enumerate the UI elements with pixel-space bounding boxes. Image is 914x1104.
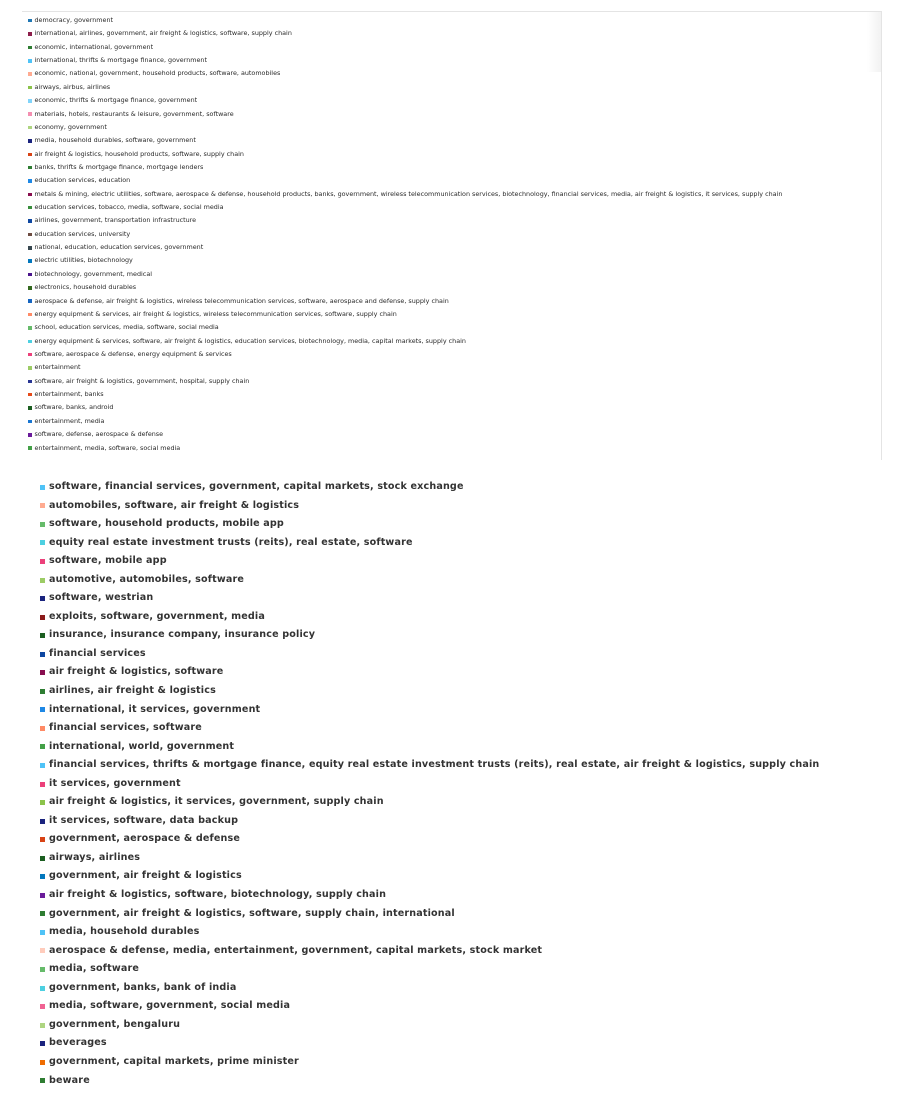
legend-swatch: [40, 559, 45, 564]
legend-label: air freight & logistics, household products, software, supply chain: [34, 149, 244, 158]
legend-label: financial services: [49, 647, 146, 659]
legend-item[interactable]: [28, 27, 782, 40]
legend-item[interactable]: [40, 905, 819, 924]
legend-item[interactable]: [40, 849, 819, 868]
legend-label: government, banks, bank of india: [49, 981, 237, 993]
legend-swatch: [40, 763, 45, 768]
legend-label: government, aerospace & defense: [49, 833, 241, 845]
legend-swatch: [40, 633, 45, 638]
legend-item[interactable]: [40, 960, 819, 979]
legend-item[interactable]: [40, 1072, 819, 1091]
legend-swatch: [28, 72, 32, 76]
legend-swatch: [28, 326, 32, 330]
legend-label: economic, thrifts & mortgage finance, government: [34, 96, 198, 105]
legend-label: metals & mining, electric utilities, software, aerospace & defense, household products, banks, government, wireless telecommunication services, biotechnology, financial services, media, air freight & logistics, it services, supply chain: [34, 189, 783, 198]
legend-label: software, mobile app: [49, 555, 167, 567]
legend-item[interactable]: [28, 415, 782, 428]
legend-swatch: [40, 578, 45, 583]
legend-label: automotive, automobiles, software: [49, 573, 244, 585]
legend-swatch: [40, 837, 45, 842]
legend-item[interactable]: [28, 148, 782, 161]
legend-label: government, air freight & logistics, software, supply chain, international: [49, 907, 455, 919]
legend-swatch: [40, 856, 45, 861]
legend-item[interactable]: [40, 515, 819, 534]
legend-item[interactable]: [40, 942, 819, 961]
legend-swatch: [28, 406, 32, 410]
legend-swatch: [28, 166, 32, 170]
legend-label: materials, hotels, restaurants & leisure, government, software: [34, 109, 234, 118]
legend-label: automobiles, software, air freight & logistics: [49, 499, 300, 511]
legend-label: entertainment, banks: [34, 390, 104, 399]
legend-swatch: [40, 1060, 45, 1065]
legend-item[interactable]: [40, 645, 819, 664]
legend-item[interactable]: [40, 663, 819, 682]
legend-item[interactable]: [28, 134, 782, 147]
legend-label: international, thrifts & mortgage finance, government: [34, 56, 207, 65]
legend-label: banks, thrifts & mortgage finance, mortgage lenders: [34, 162, 204, 171]
legend-swatch: [40, 485, 45, 490]
legend-item[interactable]: [40, 626, 819, 645]
legend-item[interactable]: [40, 867, 819, 886]
legend-label: exploits, software, government, media: [49, 610, 265, 622]
legend-item[interactable]: [40, 682, 819, 701]
legend-swatch: [28, 99, 32, 103]
legend-item[interactable]: [40, 997, 819, 1016]
legend-item[interactable]: [28, 67, 782, 80]
legend-swatch: [40, 707, 45, 712]
legend-swatch: [40, 911, 45, 916]
legend-swatch: [40, 893, 45, 898]
legend-item[interactable]: [28, 54, 782, 67]
legend-label: insurance, insurance company, insurance policy: [49, 629, 316, 641]
legend-swatch: [28, 433, 32, 437]
legend-item[interactable]: [40, 534, 819, 553]
legend-label: software, westrian: [49, 592, 154, 604]
legend-swatch: [40, 596, 45, 601]
legend-label: aerospace & defense, air freight & logistics, wireless telecommunication services, software, aerospace and defense, supply chain: [34, 296, 449, 305]
legend-swatch: [28, 19, 32, 23]
legend-item[interactable]: [28, 375, 782, 388]
legend-label: beware: [49, 1074, 90, 1086]
legend-item[interactable]: [40, 738, 819, 757]
top-legend-list: [28, 14, 782, 455]
legend-label: it services, government: [49, 777, 181, 789]
legend-label: beverages: [49, 1037, 107, 1049]
legend-item[interactable]: [28, 241, 782, 254]
legend-label: equity real estate investment trusts (reits), real estate, software: [49, 536, 413, 548]
legend-label: government, air freight & logistics: [49, 870, 242, 882]
legend-swatch: [40, 744, 45, 749]
legend-swatch: [28, 313, 32, 317]
legend-swatch: [28, 179, 32, 183]
legend-label: education services, tobacco, media, software, social media: [34, 203, 224, 212]
legend-item[interactable]: [40, 775, 819, 794]
legend-item[interactable]: [40, 478, 819, 497]
legend-swatch: [28, 233, 32, 237]
legend-item[interactable]: [28, 14, 782, 27]
legend-swatch: [28, 126, 32, 130]
legend-swatch: [28, 153, 32, 157]
legend-label: software, defense, aerospace & defense: [34, 430, 164, 439]
legend-item[interactable]: [28, 442, 782, 455]
legend-item[interactable]: [28, 228, 782, 241]
legend-label: air freight & logistics, software, biotechnology, supply chain: [49, 889, 387, 901]
legend-label: energy equipment & services, software, air freight & logistics, education services, biotechnology, media, capital markets, supply chain: [34, 336, 466, 345]
legend-item[interactable]: [28, 428, 782, 441]
legend-item[interactable]: [28, 188, 782, 201]
legend-label: international, world, government: [49, 740, 235, 752]
legend-swatch: [28, 112, 32, 116]
legend-swatch: [28, 219, 32, 223]
legend-label: software, banks, android: [34, 403, 114, 412]
legend-item[interactable]: [40, 793, 819, 812]
legend-label: international, airlines, government, air freight & logistics, software, supply chain: [34, 29, 292, 38]
legend-swatch: [28, 32, 32, 36]
legend-swatch: [40, 615, 45, 620]
legend-item[interactable]: [28, 41, 782, 54]
legend-label: biotechnology, government, medical: [34, 269, 153, 278]
legend-item[interactable]: [40, 1034, 819, 1053]
legend-item[interactable]: [40, 923, 819, 942]
legend-item[interactable]: [40, 812, 819, 831]
legend-swatch: [28, 86, 32, 90]
legend-label: it services, software, data backup: [49, 814, 239, 826]
legend-item[interactable]: [28, 268, 782, 281]
legend-label: school, education services, media, software, social media: [34, 323, 219, 332]
legend-item[interactable]: [28, 94, 782, 107]
legend-label: air freight & logistics, it services, government, supply chain: [49, 796, 384, 808]
legend-label: electric utilities, biotechnology: [34, 256, 133, 265]
legend-label: electronics, household durables: [34, 283, 137, 292]
legend-swatch: [28, 206, 32, 210]
legend-label: airways, airlines: [49, 851, 141, 863]
legend-label: financial services, software: [49, 722, 202, 734]
legend-item[interactable]: [28, 321, 782, 334]
legend-item[interactable]: [28, 214, 782, 227]
legend-swatch: [40, 1004, 45, 1009]
legend-label: media, software: [49, 963, 140, 975]
legend-item[interactable]: [28, 161, 782, 174]
legend-item[interactable]: [28, 295, 782, 308]
legend-item[interactable]: [40, 701, 819, 720]
legend-label: financial services, thrifts & mortgage finance, equity real estate investment trusts (reits), real estate, air freight & logistics, supply chain: [49, 759, 820, 771]
legend-label: software, air freight & logistics, government, hospital, supply chain: [34, 376, 250, 385]
legend-item[interactable]: [28, 108, 782, 121]
legend-swatch: [28, 353, 32, 357]
legend-label: air freight & logistics, software: [49, 666, 224, 678]
legend-item[interactable]: [40, 1016, 819, 1035]
legend-swatch: [40, 1041, 45, 1046]
legend-swatch: [40, 782, 45, 787]
legend-label: entertainment: [34, 363, 81, 372]
legend-item[interactable]: [40, 1053, 819, 1072]
legend-label: aerospace & defense, media, entertainment, government, capital markets, stock market: [49, 944, 543, 956]
legend-label: software, household products, mobile app: [49, 518, 284, 530]
legend-item[interactable]: [28, 81, 782, 94]
legend-swatch: [40, 819, 45, 824]
legend-label: economy, government: [34, 122, 107, 131]
legend-swatch: [28, 139, 32, 143]
legend-item[interactable]: [40, 552, 819, 571]
legend-swatch: [40, 540, 45, 545]
legend-item[interactable]: [40, 571, 819, 590]
legend-label: government, bengaluru: [49, 1018, 181, 1030]
legend-item[interactable]: [40, 497, 819, 516]
legend-label: software, aerospace & defense, energy equipment & services: [34, 349, 232, 358]
legend-swatch: [28, 46, 32, 50]
legend-swatch: [28, 193, 32, 197]
legend-item[interactable]: [40, 830, 819, 849]
legend-item[interactable]: [40, 886, 819, 905]
legend-swatch: [28, 366, 32, 370]
legend-swatch: [40, 1078, 45, 1083]
legend-label: airways, airbus, airlines: [34, 82, 111, 91]
scroll-shadow: [867, 12, 881, 72]
legend-label: energy equipment & services, air freight & logistics, wireless telecommunication services, software, supply chain: [34, 309, 397, 318]
legend-label: entertainment, media, software, social media: [34, 443, 181, 452]
legend-swatch: [40, 800, 45, 805]
legend-swatch: [40, 503, 45, 508]
legend-swatch: [40, 670, 45, 675]
legend-item[interactable]: [28, 121, 782, 134]
legend-item[interactable]: [40, 979, 819, 998]
legend-label: democracy, government: [34, 16, 113, 24]
legend-swatch: [28, 59, 32, 63]
legend-label: economic, national, government, household products, software, automobiles: [34, 69, 281, 78]
legend-label: software, financial services, government, capital markets, stock exchange: [49, 481, 464, 492]
legend-label: entertainment, media: [34, 416, 105, 425]
legend-label: national, education, education services, government: [34, 243, 204, 252]
top-legend-panel[interactable]: [22, 11, 882, 460]
legend-item[interactable]: [28, 335, 782, 348]
legend-swatch: [40, 967, 45, 972]
legend-swatch: [40, 726, 45, 731]
legend-swatch: [28, 299, 32, 303]
legend-item[interactable]: [40, 719, 819, 738]
legend-swatch: [40, 986, 45, 991]
legend-item[interactable]: [40, 608, 819, 627]
legend-swatch: [28, 446, 32, 450]
legend-label: education services, education: [34, 176, 131, 185]
legend-item[interactable]: [28, 361, 782, 374]
legend-label: education services, university: [34, 229, 131, 238]
legend-label: airlines, air freight & logistics: [49, 685, 216, 697]
legend-swatch: [28, 259, 32, 263]
legend-swatch: [40, 522, 45, 527]
legend-item[interactable]: [40, 589, 819, 608]
bottom-legend-list: [40, 478, 819, 1090]
legend-item[interactable]: [28, 254, 782, 267]
legend-label: media, software, government, social media: [49, 1000, 291, 1012]
legend-label: media, household durables: [49, 926, 200, 938]
legend-swatch: [40, 948, 45, 953]
legend-label: government, capital markets, prime minister: [49, 1055, 299, 1067]
legend-swatch: [28, 246, 32, 250]
legend-swatch: [28, 286, 32, 290]
legend-swatch: [28, 273, 32, 277]
legend-swatch: [40, 930, 45, 935]
legend-label: economic, international, government: [34, 42, 154, 51]
legend-item[interactable]: [28, 281, 782, 294]
legend-label: international, it services, government: [49, 703, 261, 715]
legend-item[interactable]: [28, 401, 782, 414]
legend-label: media, household durables, software, government: [34, 136, 196, 145]
legend-swatch: [28, 380, 32, 384]
legend-swatch: [40, 652, 45, 657]
legend-swatch: [28, 420, 32, 424]
legend-item[interactable]: [40, 756, 819, 775]
legend-swatch: [40, 689, 45, 694]
legend-item[interactable]: [28, 388, 782, 401]
legend-item[interactable]: [28, 174, 782, 187]
legend-swatch: [28, 393, 32, 397]
legend-swatch: [40, 1023, 45, 1028]
legend-swatch: [28, 340, 32, 344]
legend-item[interactable]: [28, 308, 782, 321]
legend-item[interactable]: [28, 348, 782, 361]
legend-item[interactable]: [28, 201, 782, 214]
legend-label: airlines, government, transportation infrastructure: [34, 216, 197, 225]
legend-swatch: [40, 874, 45, 879]
